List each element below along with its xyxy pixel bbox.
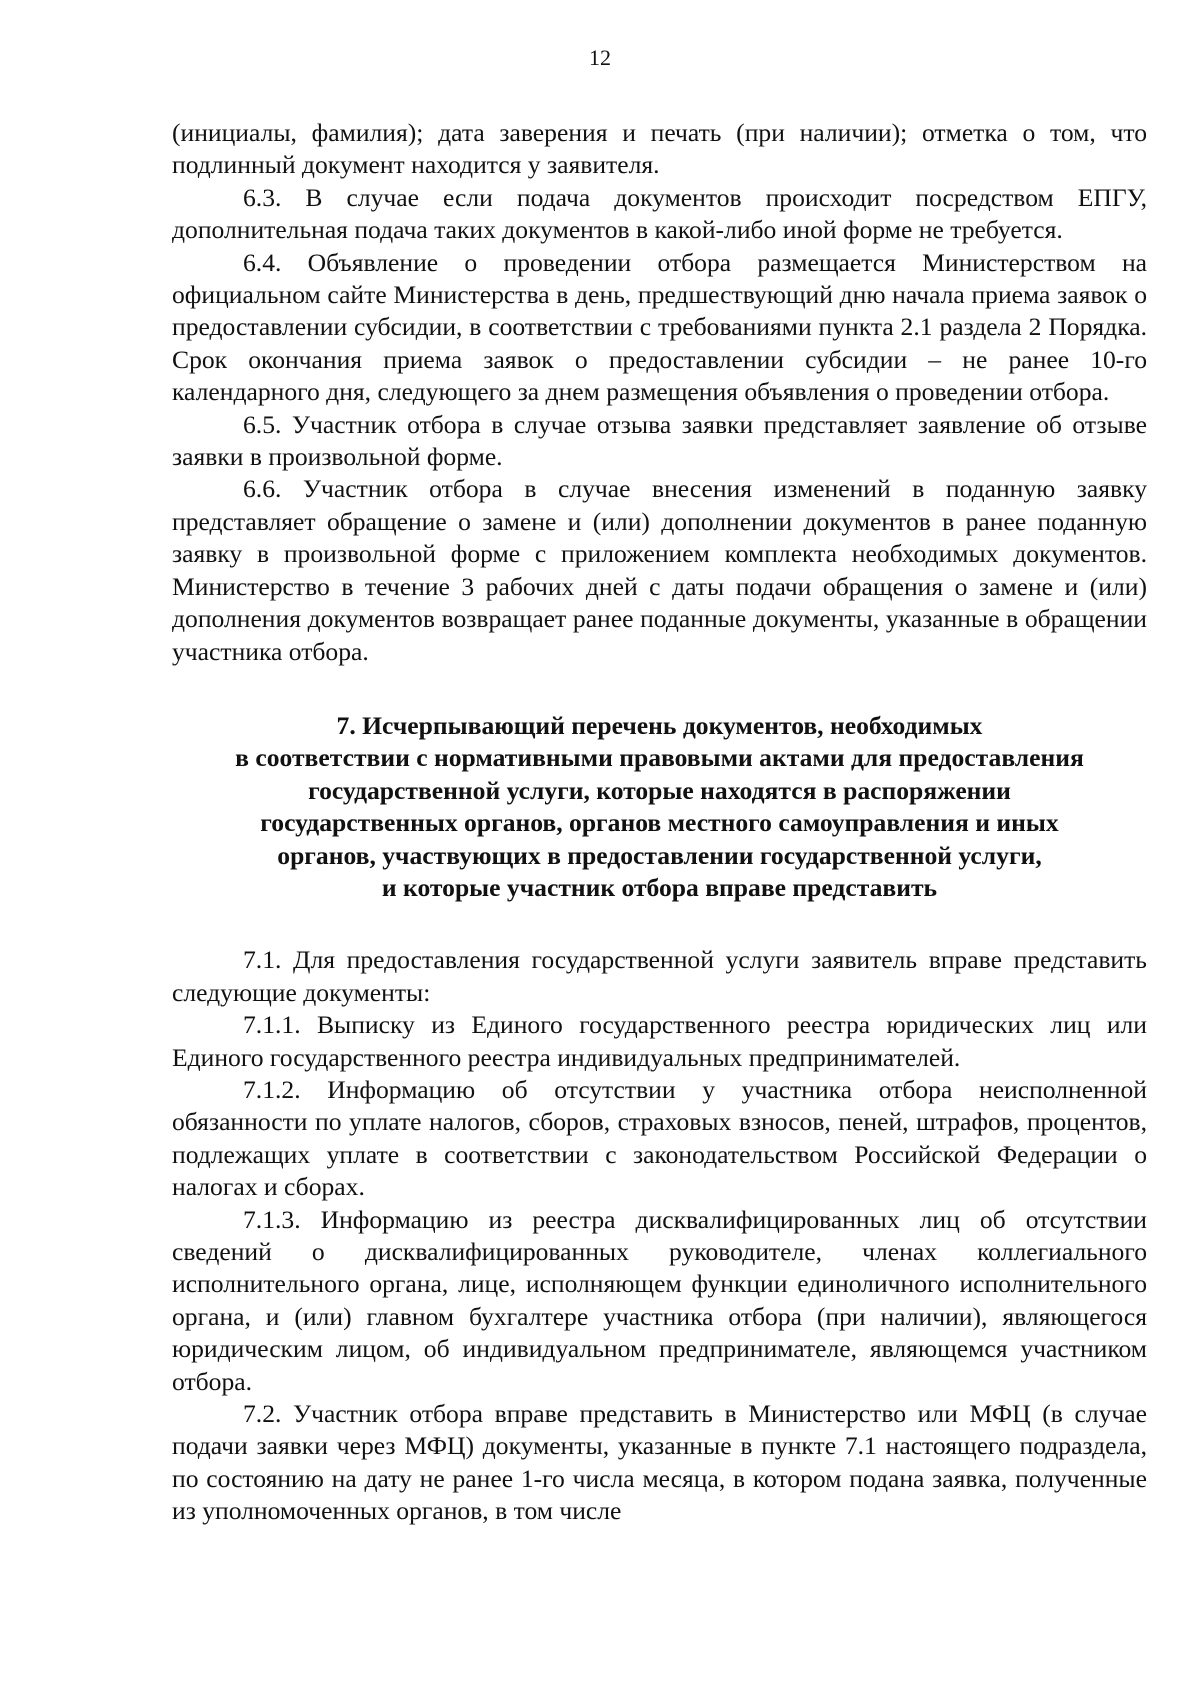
paragraph-6-4: 6.4. Объявление о проведении отбора размещается Министерством на официальном сайте Министерства в день, предшествующий дню начала приема заявок о предоставлении субсидии, в соответствии с требованиями пункта 2.1 раздела 2 Порядка. Срок окончания приема заявок о предоставлении субсидии – не ранее 10-го календарного дня, следующего за днем размещения объявления о проведении отбора. [172, 247, 1147, 407]
heading-line: 7. Исчерпывающий перечень документов, необходимых [336, 710, 983, 740]
heading-line: государственных органов, органов местного самоуправления и иных [260, 808, 1059, 838]
heading-line: и которые участник отбора вправе представить [381, 872, 938, 902]
paragraph-6-5: 6.5. Участник отбора в случае отзыва заявки представляет заявление об отзыве заявки в произвольной форме. [172, 409, 1147, 472]
paragraph-7-2: 7.2. Участник отбора вправе представить в Министерство или МФЦ (в случае подачи заявки через МФЦ) документы, указанные в пункте 7.1 настоящего подраздела, по состоянию на дату не ранее 1-го числа месяца, в котором подана заявка, полученные из уполномоченных органов, в том числе [172, 1399, 1147, 1526]
paragraph-7-1-2: 7.1.2. Информацию об отсутствии у участника отбора неисполненной обязанности по уплате налогов, сборов, страховых взносов, пеней, штрафов, процентов, подлежащих уплате в соответствии с законодательством Российской Федерации о налогах и сборах. [172, 1074, 1147, 1202]
paragraph-6-6: 6.6. Участник отбора в случае внесения изменений в поданную заявку представляет обращение о замене и (или) дополнении документов в ранее поданную заявку в произвольной форме с приложением комплекта необходимых документов. Министерство в течение 3 рабочих дней с даты подачи обращения о замене и (или) дополнения документов возвращает ранее поданные документы, указанные в обращении участника отбора. [172, 474, 1147, 666]
heading-line: в соответствии с нормативными правовыми актами для предоставления [235, 743, 1084, 773]
page-number: 12 [589, 45, 611, 70]
paragraph-6-3: 6.3. В случае если подача документов происходит посредством ЕПГУ, дополнительная подача таких документов в какой-либо иной форме не требуется. [172, 182, 1147, 245]
paragraph-7-1-3: 7.1.3. Информацию из реестра дисквалифицированных лиц об отсутствии сведений о дисквалифицированных руководителе, членах коллегиального исполнительного органа, лице, исполняющем функции единоличного исполнительного органа, и (или) главном бухгалтере участника отбора (при наличии), являющегося юридическим лицом, об индивидуальном предпринимателе, являющемся участником отбора. [172, 1204, 1147, 1396]
paragraph-continuation: (инициалы, фамилия); дата заверения и печать (при наличии); отметка о том, что подлинный документ находится у заявителя. [172, 118, 1147, 180]
heading-line: государственной услуги, которые находятся в распоряжении [308, 775, 1011, 805]
paragraph-7-1-1: 7.1.1. Выписку из Единого государственного реестра юридических лиц или Единого государственного реестра индивидуальных предпринимателей. [172, 1010, 1147, 1072]
section-7-heading [172, 710, 1147, 904]
paragraph-7-1: 7.1. Для предоставления государственной услуги заявитель вправе представить следующие документы: [172, 945, 1147, 1007]
document-body [172, 117, 1147, 1528]
heading-line: органов, участвующих в предоставлении государственной услуги, [277, 840, 1042, 870]
